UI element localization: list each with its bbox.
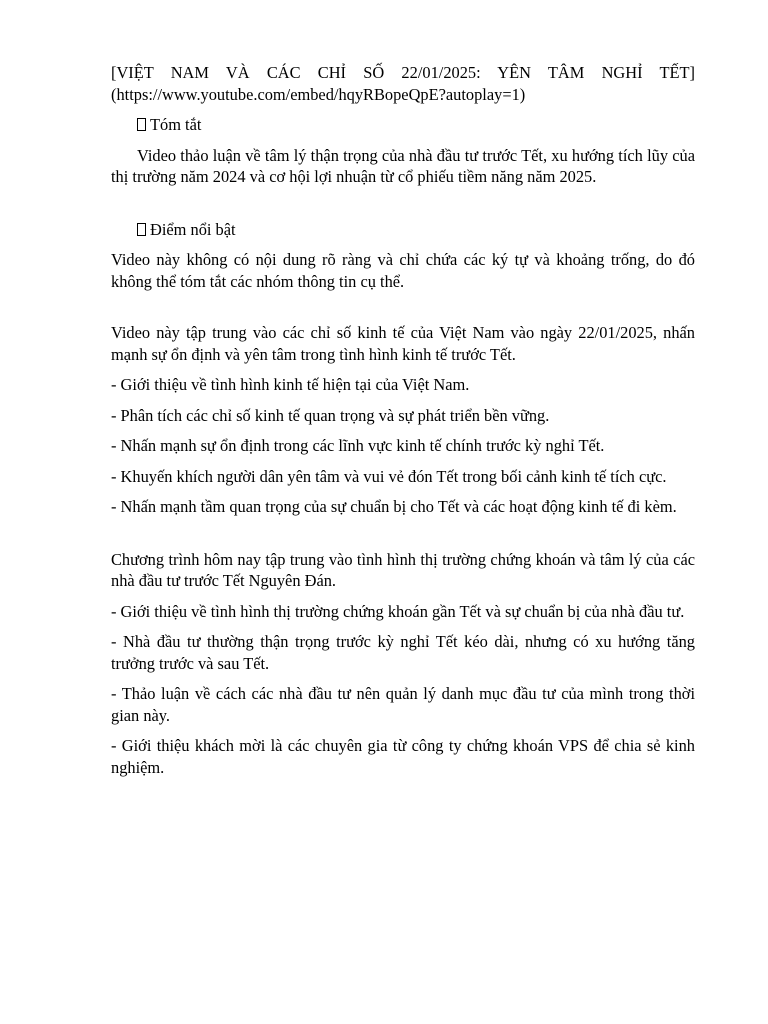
section1-bullet: - Phân tích các chỉ số kinh tế quan trọng và sự phát triển bền vững.	[111, 405, 550, 425]
missing-glyph-icon	[137, 223, 146, 236]
section2-bullet: - Giới thiệu khách mời là các chuyên gia từ công ty chứng khoán VPS để chia sẻ kinh nghiệm.	[111, 736, 695, 777]
section2-bullet: - Nhà đầu tư thường thận trọng trước kỳ nghỉ Tết kéo dài, nhưng có xu hướng tăng trưởng trước và sau Tết.	[111, 632, 695, 673]
document-title: [VIỆT NAM VÀ CÁC CHỈ SỐ 22/01/2025: YÊN TÂM NGHỈ TẾT]	[111, 63, 695, 82]
highlights-heading	[111, 219, 695, 241]
summary-heading-label: Tóm tắt	[150, 115, 202, 134]
section1-intro: Video này tập trung vào các chỉ số kinh tế của Việt Nam vào ngày 22/01/2025, nhấn mạnh sự ổn định và yên tâm trong tình hình kinh tế trước Tết.	[111, 323, 695, 364]
highlights-heading-label: Điểm nổi bật	[150, 219, 236, 239]
summary-text: Video thảo luận về tâm lý thận trọng của nhà đầu tư trước Tết, xu hướng tích lũy của thị trường năm 2024 và cơ hội lợi nhuận từ cổ phiếu tiềm năng năm 2025.	[111, 145, 695, 186]
missing-glyph-icon	[137, 118, 146, 131]
summary-heading	[111, 114, 695, 136]
section2-intro: Chương trình hôm nay tập trung vào tình hình thị trường chứng khoán và tâm lý của các nhà đầu tư trước Tết Nguyên Đán.	[111, 549, 695, 590]
highlights-note: Video này không có nội dung rõ ràng và chỉ chứa các ký tự và khoảng trống, do đó không thể tóm tắt các nhóm thông tin cụ thể.	[111, 250, 695, 291]
section1-bullet: - Khuyến khích người dân yên tâm và vui vẻ đón Tết trong bối cảnh kinh tế tích cực.	[111, 466, 667, 486]
section2-bullet: - Thảo luận về cách các nhà đầu tư nên quản lý danh mục đầu tư của mình trong thời gian này.	[111, 684, 695, 725]
document-page	[111, 62, 695, 778]
section1-bullet: - Nhấn mạnh sự ổn định trong các lĩnh vực kinh tế chính trước kỳ nghỉ Tết.	[111, 436, 605, 455]
section1-bullet: - Nhấn mạnh tầm quan trọng của sự chuẩn bị cho Tết và các hoạt động kinh tế đi kèm.	[111, 497, 677, 516]
document-title-link[interactable]: (https://www.youtube.com/embed/hqyRBopeQpE?autoplay=1)	[111, 84, 526, 104]
section2-bullet: - Giới thiệu về tình hình thị trường chứng khoán gần Tết và sự chuẩn bị của nhà đầu tư.	[111, 601, 685, 621]
section1-bullet: - Giới thiệu về tình hình kinh tế hiện tại của Việt Nam.	[111, 375, 470, 394]
